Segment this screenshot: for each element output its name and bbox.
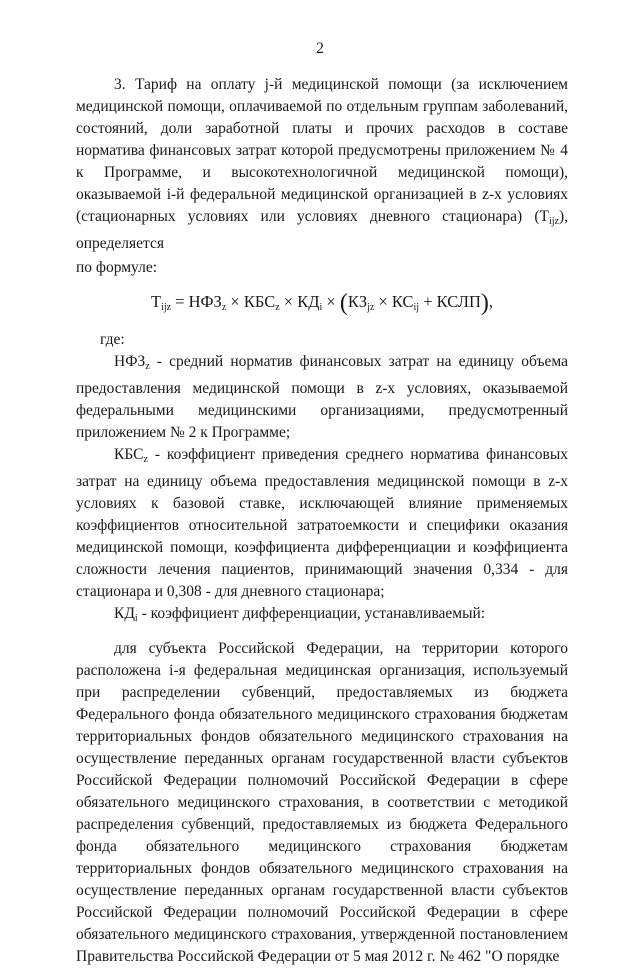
- formula-kbs: × КБС: [226, 292, 276, 311]
- formula-times: ×: [322, 292, 340, 311]
- formula-open-paren: (: [339, 290, 348, 316]
- kbs-label: КБС: [114, 446, 144, 463]
- formula-lhs-sub: ijz: [161, 302, 172, 313]
- formula-lhs: T: [150, 292, 162, 311]
- formula-nfz-sub: z: [221, 302, 227, 313]
- definition-kbs: [76, 444, 568, 603]
- tariff-formula: [76, 291, 568, 319]
- formula-nfz: = НФЗ: [171, 292, 222, 311]
- formula-kd-sub: i: [319, 302, 323, 313]
- paragraph-3-text: 3. Тариф на оплату j-й медицинской помощи (за исключением медицинской помощи, оплачиваемой по отдельным группам заболеваний, состояний, доли заработной платы и прочих расходов в составе норматива финансовых затрат которой предусмотрены приложением № 4 к Программе, и высокотехнологичной медицинской помощи), оказываемой i-й федеральной медицинской организацией в z-х условиях (стационарных условиях или условиях дневного стационара) (T: [76, 76, 568, 225]
- kd-item-subject: для субъекта Российской Федерации, на территории которого расположена i-я федеральная медицинская организация, используемый при распределении субвенций, предоставляемых из бюджета Федерального фонда обязательного медицинского страхования бюджетам территориальных фондов обязательного медицинского страхования на осуществление переданных органам государственной власти субъектов Российской Федерации полномочий Российской Федерации в сфере обязательного медицинского страхования, в соответствии с методикой распределения субвенций, предоставляемых из бюджета Федерального фонда обязательного медицинского страхования бюджетам территориальных фондов обязательного медицинского страхования на осуществление переданных органам государственной власти субъектов Российской Федерации полномочий Российской Федерации в сфере обязательного медицинского страхования, утвержденной постановлением Правительства Российской Федерации от 5 мая 2012 г. № 462 "О порядке: [76, 640, 568, 965]
- formula-ks: × КС: [374, 292, 414, 311]
- kd-text: - коэффициент дифференциации, устанавливаемый:: [137, 605, 486, 622]
- nfz-text: - средний норматив финансовых затрат на единицу объема предоставления медицинской помощи в z-х условиях, оказываемой федеральными медицинскими организациями, предусмотренный приложением № 2 к Программе;: [76, 353, 568, 441]
- where-label: где:: [100, 331, 125, 348]
- kd-label: КД: [114, 605, 135, 622]
- formula-ks-sub: ij: [413, 302, 420, 313]
- paragraph-3-tail: ), определяется: [76, 208, 568, 252]
- formula-kz-sub: jz: [367, 302, 375, 313]
- formula-kslp: + КСЛП: [419, 292, 481, 311]
- formula-lead: по формуле:: [76, 259, 158, 276]
- document-body: [76, 74, 568, 968]
- formula-kz: КЗ: [347, 292, 368, 311]
- definition-nfz: [76, 351, 568, 444]
- kbs-sub: z: [143, 454, 148, 465]
- nfz-sub: z: [145, 361, 150, 372]
- paragraph-3: [76, 74, 568, 255]
- tariff-subscript: ijz: [548, 216, 559, 227]
- kbs-text: - коэффициент приведения среднего норматива финансовых затрат на единицу объема предоставления медицинской помощи в z-х условиях к базовой ставке, исключающей влияние применяемых коэффициентов относительной затратоемкости и специфики оказания медицинской помощи, коэффициента дифференциации и коэффициента сложности лечения пациентов, принимающий значения 0,334 - для стационара и 0,308 - для дневного стационара;: [76, 446, 568, 600]
- page-number: 2: [316, 40, 324, 57]
- formula-kd: × КД: [279, 292, 320, 311]
- formula-end: ,: [488, 292, 494, 311]
- formula-kbs-sub: z: [275, 302, 280, 313]
- kd-sub: i: [134, 613, 138, 624]
- formula-close-paren: ): [480, 290, 489, 316]
- definition-kd: [76, 603, 568, 630]
- nfz-label: НФЗ: [114, 353, 146, 370]
